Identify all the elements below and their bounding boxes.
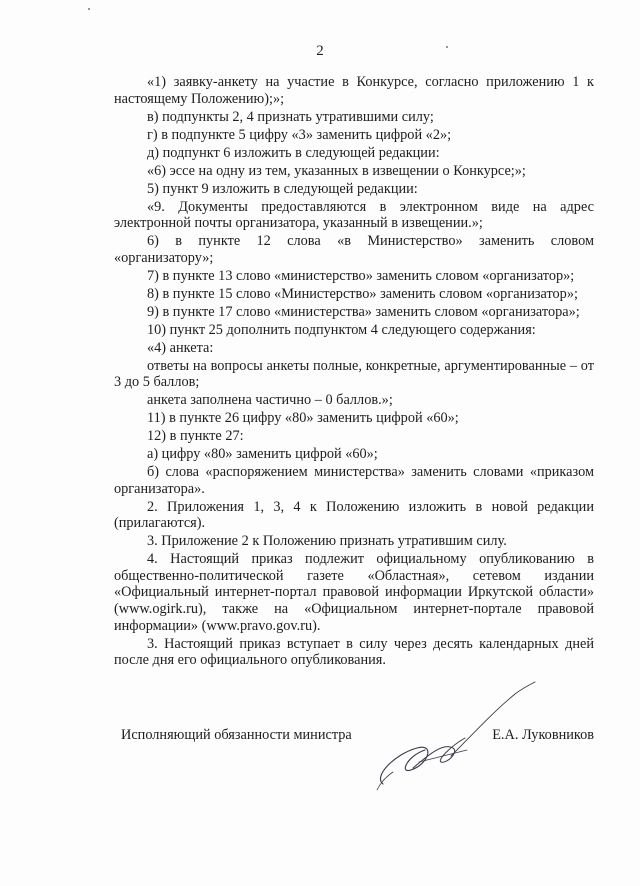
- paragraph-22: 4. Настоящий приказ подлежит официальному опубликованию в общественно-политической газете «Областная», сетевом издании «Официальный интернет-портал правовой информации Иркутской области» (www.ogirk.ru), также на «Официальном интернет-портале правовой информации» (www.pravo.gov.ru).: [114, 551, 594, 634]
- paragraph-2: в) подпункты 2, 4 признать утратившими силу;: [147, 108, 434, 125]
- paragraph-9: 7) в пункте 13 слово «министерство» заменить словом «организатор»;: [147, 267, 575, 284]
- paragraph-13: «4) анкета:: [147, 339, 214, 356]
- scan-speck: [88, 8, 90, 10]
- paragraph-8: 6) в пункте 12 слова «в Министерство» заменить словом «организатору»;: [114, 233, 594, 266]
- page-number: 2: [316, 43, 324, 59]
- signature-block: [121, 727, 594, 744]
- paragraph-12: 10) пункт 25 дополнить подпунктом 4 следующего содержания:: [147, 321, 536, 338]
- paragraph-23: 3. Настоящий приказ вступает в силу через десять календарных дней после дня его официального опубликования.: [114, 635, 594, 669]
- document-body: [114, 74, 594, 670]
- paragraph-20: 2. Приложения 1, 3, 4 к Положению изложить в новой редакции (прилагаются).: [114, 498, 594, 532]
- paragraph-5: «6) эссе на одну из тем, указанных в извещении о Конкурсе;»;: [147, 162, 526, 179]
- paragraph-10: 8) в пункте 15 слово «Министерство» заменить словом «организатор»;: [147, 285, 578, 302]
- paragraph-11: 9) в пункте 17 слово «министерства» заменить словом «организатора»;: [147, 303, 580, 320]
- paragraph-6: 5) пункт 9 изложить в следующей редакции:: [147, 180, 418, 197]
- paragraph-16: 11) в пункте 26 цифру «80» заменить цифрой «60»;: [147, 410, 459, 427]
- paragraph-18: а) цифру «80» заменить цифрой «60»;: [147, 446, 378, 463]
- paragraph-3: г) в подпункте 5 цифру «3» заменить цифрой «2»;: [147, 126, 452, 143]
- paragraph-17: 12) в пункте 27:: [147, 428, 244, 445]
- paragraph-21: 3. Приложение 2 к Положению признать утратившим силу.: [147, 533, 507, 550]
- signatory-position: Исполняющий обязанности министра: [121, 727, 352, 743]
- paragraph-14: ответы на вопросы анкеты полные, конкретные, аргументированные – от 3 до 5 баллов;: [114, 357, 594, 391]
- paragraph-19: б) слова «распоряжением министерства» заменить словами «приказом организатора».: [114, 464, 594, 497]
- paragraph-7: «9. Документы предоставляются в электронном виде на адрес электронной почты организатора, указанный в извещении.»;: [114, 198, 594, 232]
- paragraph-1: «1) заявку-анкету на участие в Конкурсе, согласно приложению 1 к настоящему Положению);»;: [114, 74, 594, 107]
- paragraph-4: д) подпункт 6 изложить в следующей редакции:: [147, 144, 440, 161]
- scan-speck: [446, 46, 448, 48]
- paragraph-15: анкета заполнена частично – 0 баллов.»;: [147, 392, 393, 409]
- signatory-name: Е.А. Луковников: [492, 727, 594, 743]
